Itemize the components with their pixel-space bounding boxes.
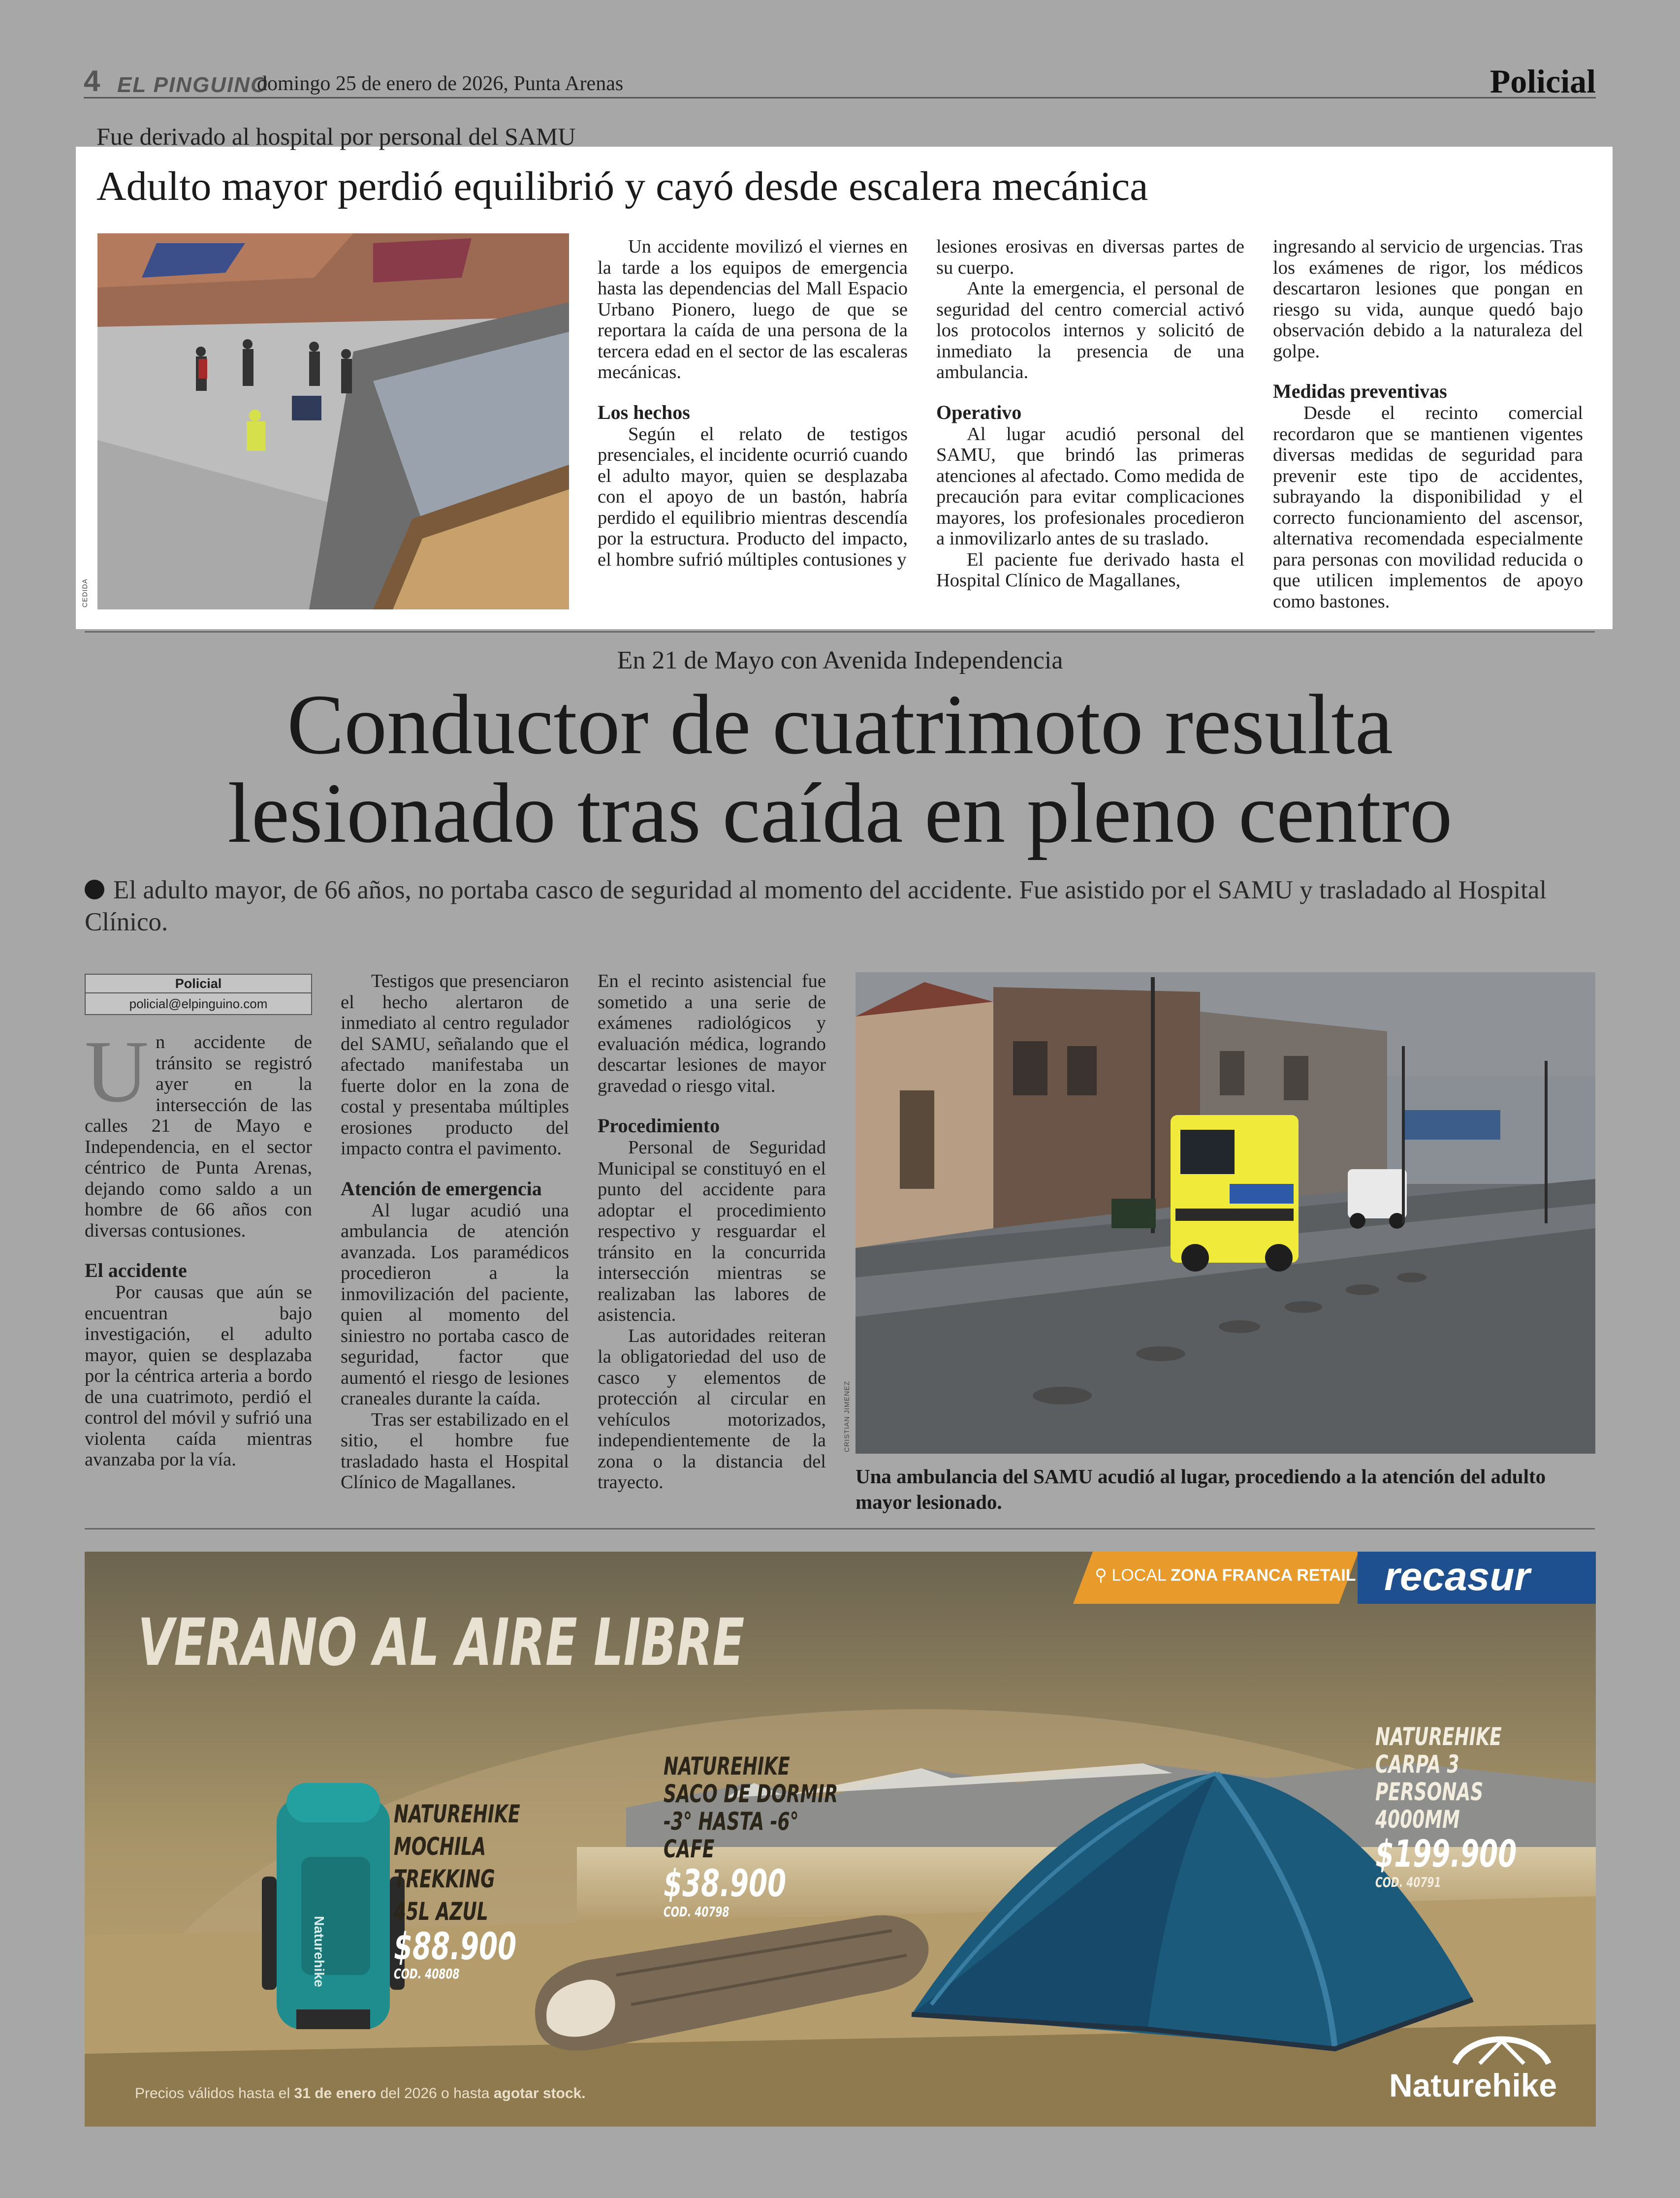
story1-title: Adulto mayor perdió equilibrió y cayó desde escalera mecánica [96, 163, 1148, 209]
section-badge-title: Policial [86, 975, 311, 993]
story2-photo-credit: CRISTIAN JIMENEZ [843, 1380, 851, 1452]
story2-lead [85, 1022, 312, 1241]
ambulance-photo [856, 972, 1595, 1454]
story2-summary [85, 874, 1601, 938]
product1-line2: TREKKING [394, 1865, 495, 1893]
product2-price: $38.900 [664, 1861, 787, 1905]
publication-logo: EL PINGUINO [117, 73, 269, 97]
recasur-logo: recasur [1384, 1554, 1530, 1599]
section-badge-email[interactable]: policial@elpinguino.com [129, 996, 268, 1011]
section-title: Policial [1490, 63, 1596, 100]
product3-brand: NATUREHIKE [1375, 1722, 1502, 1751]
location-text [1095, 1565, 1356, 1585]
location-name: ZONA FRANCA RETAIL [1171, 1566, 1356, 1585]
escalator-photo [97, 233, 569, 609]
story1-column-1 [598, 236, 908, 570]
product3-line2: PERSONAS [1375, 1778, 1484, 1806]
ad-validity-note [135, 2085, 586, 2102]
story2-subhead-atencion: Atención de emergencia [341, 1177, 542, 1200]
drop-cap: U [85, 1022, 149, 1120]
story2-column-1 [85, 1022, 312, 1470]
story2-summary-text: El adulto mayor, de 66 años, no portaba casco de seguridad al momento del accidente. Fue asistido por el SAMU y trasladado al Hospital Clínico. [85, 876, 1547, 936]
product2-code: COD. 40798 [664, 1904, 729, 1920]
story2-lead-text: n accidente de tránsito se registró ayer en la intersección de las calles 21 de Mayo e Independencia, en el sector céntrico de Punta Arenas, dejando como saldo a un hombre de 66 años con diversas contusiones. [85, 1032, 312, 1241]
story2-column-2 [341, 971, 569, 1493]
story1-column-3 [1273, 236, 1583, 612]
backpack-image [252, 1778, 414, 2044]
section-badge [85, 974, 312, 1015]
story1-medidas-paragraph: Desde el recinto comercial recordaron que se mantienen vigentes diversas medidas de seguridad para prevenir este tipo de accidentes, subrayando la disponibilidad y el correcto funcionamiento del ascensor, alternativa recomendada especialmente para personas con movilidad reducida o que utilicen implementos de apoyo como bastones. [1273, 403, 1583, 612]
validity-mid: del 2026 o hasta [380, 2085, 490, 2102]
product3-code: COD. 40791 [1375, 1874, 1441, 1890]
story1-hechos-paragraph: Según el relato de testigos presenciales, el incidente ocurrió cuando el adulto mayor, quien se desplazaba con el apoyo de un bastón, habría perdido el equilibrio mientras descendía por la estructura. Producto del impacto, el hombre sufrió múltiples contusiones y [598, 423, 908, 570]
product1-code: COD. 40808 [394, 1966, 460, 1982]
story2-subhead-accidente: El accidente [85, 1259, 187, 1281]
story2-title-line1: Conductor de cuatrimoto resulta [287, 677, 1393, 772]
story2-accidente-paragraph: Por causas que aún se encuentran bajo investigación, el adulto mayor, quien se desplazaba por la céntrica arteria a bordo de una cuatrimoto, perdió el control del móvil y sufrió una violenta caída mientras avanzaba por la vía. [85, 1282, 312, 1470]
story2-title-line2: lesionado tras caída en pleno centro [227, 765, 1453, 860]
story1-photo-credit: CEDIDA [81, 578, 89, 607]
story2-procedimiento-paragraph: Personal de Seguridad Municipal se constituyó en el punto del accidente para adoptar el procedimiento respectivo y resguardar el tránsito en la concurrida intersección mientras se realizaban las labores de asistencia. [598, 1137, 826, 1325]
story1-subhead-hechos: Los hechos [598, 401, 690, 423]
product1-line1: MOCHILA [394, 1832, 486, 1861]
product3-line3: 4000MM [1375, 1805, 1460, 1834]
story1-intro: Un accidente movilizó el viernes en la tarde a los equipos de emergencia hasta las dependencias del Mall Espacio Urbano Pionero, luego de que se reportara la caída de una persona de la tercera edad en el sector de las escaleras mecánicas. [598, 236, 908, 382]
story1-operativo-continued: ingresando al servicio de urgencias. Tras los exámenes de rigor, los médicos descartaron lesiones que pongan en riesgo su vida, aunque quedó bajo observación debido a la naturaleza del golpe. [1273, 236, 1583, 362]
product2-line1: SACO DE DORMIR [664, 1780, 838, 1808]
story2-subhead-procedimiento: Procedimiento [598, 1115, 720, 1137]
photo-caption: Una ambulancia del SAMU acudió al lugar, procediendo a la atención del adulto mayor lesionado. [856, 1465, 1546, 1513]
story1-operativo-paragraph: Al lugar acudió personal del SAMU, que brindó las primeras atenciones al afectado. Como medida de precaución para evitar complicaciones mayores, los profesionales procedieron a inmovilizarlo antes de su traslado. [936, 423, 1244, 549]
backpack-brand-label: Naturehike [312, 1916, 327, 1987]
story1-emergencia-paragraph: Ante la emergencia, el personal de seguridad del centro comercial activó los protocolos internos y solicitó de inmediato la presencia de una ambulancia. [936, 278, 1244, 382]
product2-line3: CAFE [664, 1835, 715, 1863]
product3-line1: CARPA 3 [1375, 1750, 1459, 1779]
page-header [84, 60, 1596, 98]
story1-subhead-medidas: Medidas preventivas [1273, 380, 1447, 402]
recasur-advertisement[interactable] [85, 1552, 1596, 2127]
ad-headline: VERANO AL AIRE LIBRE [138, 1605, 745, 1681]
story1-derivado-paragraph: El paciente fue derivado hasta el Hospital Clínico de Magallanes, [936, 549, 1244, 591]
product1-brand: NATUREHIKE [394, 1800, 520, 1828]
divider-top [85, 631, 1595, 633]
story2-recinto-paragraph: En el recinto asistencial fue sometido a una serie de exámenes radiológicos y evaluación médica, logrando descartar lesiones de mayor gravedad o riesgo vital. [598, 971, 826, 1096]
validity-date: 31 de enero [294, 2085, 377, 2102]
story2-estabilizado-paragraph: Tras ser estabilizado en el sitio, el hombre fue trasladado hasta el Hospital Clínico de Magallanes. [341, 1409, 569, 1493]
story1-kicker: Fue derivado al hospital por personal del SAMU [96, 123, 576, 150]
product3-info [1375, 1723, 1517, 1890]
story2-kicker: En 21 de Mayo con Avenida Independencia [617, 646, 1063, 674]
product1-info [394, 1798, 520, 1983]
product2-line2: -3° HASTA -6° [664, 1807, 799, 1836]
story2-atencion-paragraph: Al lugar acudió una ambulancia de atención avanzada. Los paramédicos procedieron a la inmovilización del paciente, quien al momento del siniestro no portaba casco de seguridad, factor que aumentó el riesgo de lesiones craneales durante la caída. [341, 1200, 569, 1409]
bullet-dot [85, 880, 104, 899]
product1-price: $88.900 [394, 1924, 517, 1968]
naturehike-logo: Naturehike [1389, 2067, 1557, 2103]
story2-autoridades-paragraph: Las autoridades reiteran la obligatoriedad del uso de casco y elementos de protección al circular en vehículos motorizados, independientemente de la zona o la distancia del trayecto. [598, 1325, 826, 1493]
product1-line3: 45L AZUL [394, 1897, 488, 1926]
story2-testigos-paragraph: Testigos que presenciaron el hecho alertaron de inmediato al centro regulador del SAMU, señalando que el afectado manifestaba un fuerte dolor en la zona de costal y presentaba múltiples erosiones producto del impacto contra el pavimento. [341, 971, 569, 1159]
story1-subhead-operativo: Operativo [936, 401, 1022, 423]
story1-hechos-continued: lesiones erosivas en diversas partes de su cuerpo. [936, 236, 1244, 278]
story1-column-2 [936, 236, 1244, 591]
validity-pre: Precios válidos hasta el [135, 2085, 290, 2102]
location-label: LOCAL [1111, 1566, 1166, 1585]
naturehike-mountain-icon [1450, 2026, 1553, 2066]
sleeping-bag-image [518, 1906, 941, 2054]
story2-title [0, 677, 1680, 860]
location-pin-icon: ⚲ [1095, 1566, 1107, 1585]
validity-end: agotar stock. [493, 2085, 586, 2102]
product2-info [664, 1752, 838, 1920]
product3-price: $199.900 [1375, 1832, 1517, 1876]
product2-brand: NATUREHIKE [664, 1752, 790, 1781]
dateline: domingo 25 de enero de 2026, Punta Arenas [257, 72, 624, 95]
page-number: 4 [84, 64, 100, 97]
divider-bottom [85, 1528, 1595, 1529]
story2-column-3 [598, 971, 826, 1493]
